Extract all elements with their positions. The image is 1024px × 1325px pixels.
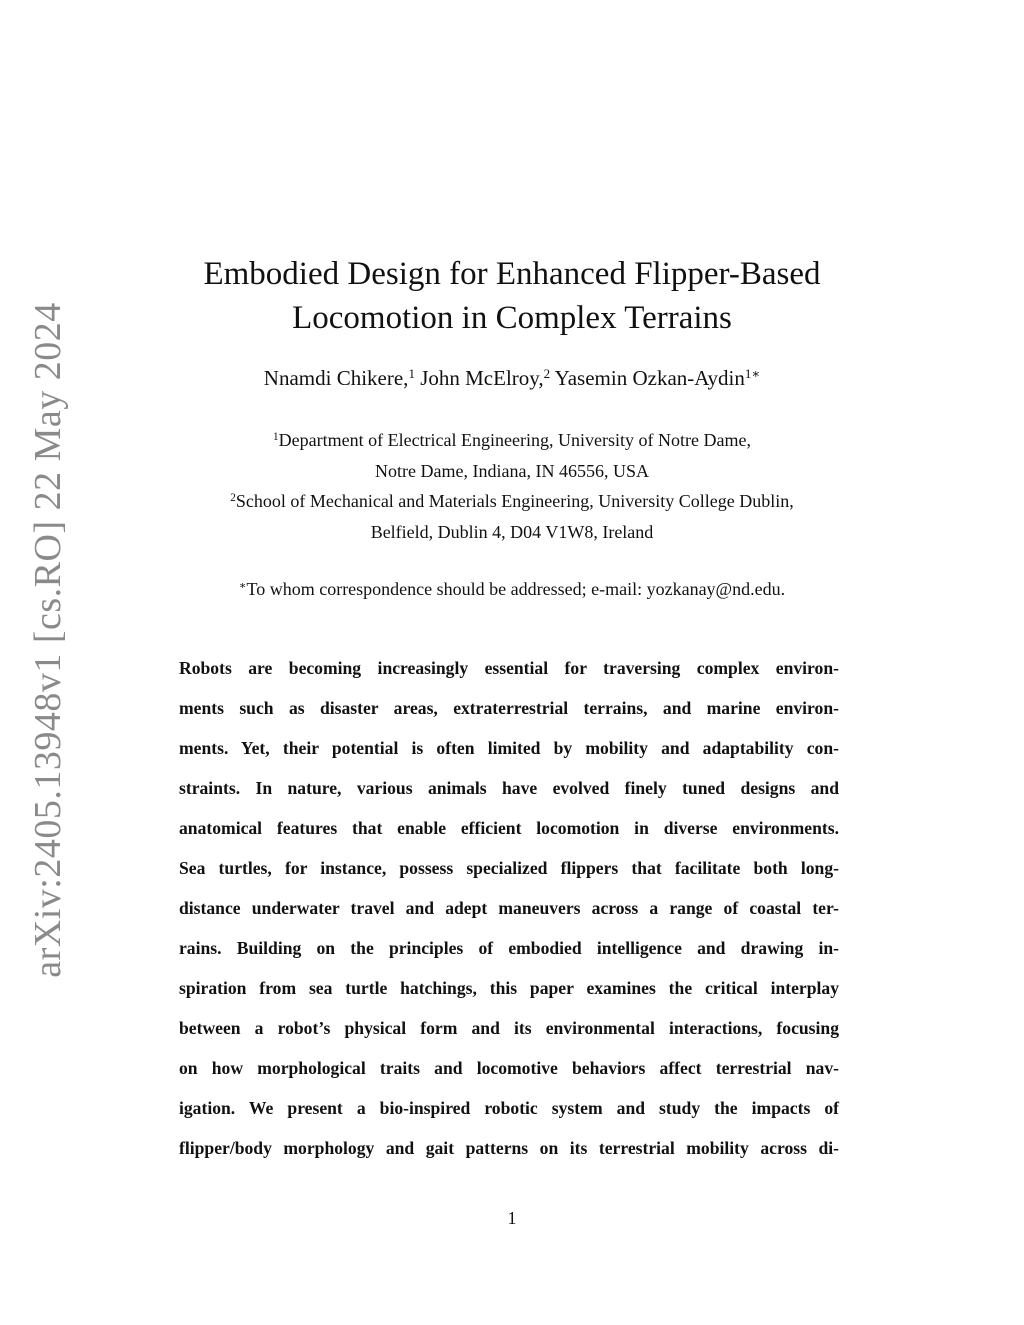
- correspondence-text: To whom correspondence should be addressed; e-mail: yozkanay@nd.edu.: [246, 579, 786, 599]
- abstract-line: flipper/body morphology and gait patterns on its terrestrial mobility across di-: [179, 1138, 839, 1158]
- abstract-line: ments. Yet, their potential is often limited by mobility and adaptability con-: [179, 738, 839, 758]
- abstract-line: spiration from sea turtle hatchings, this paper examines the critical interplay: [179, 978, 839, 998]
- affiliation-line: [0, 425, 1024, 456]
- author-name: John McElroy,: [420, 366, 544, 390]
- affiliation-text: School of Mechanical and Materials Engineering, University College Dublin,: [235, 491, 794, 511]
- abstract-line: between a robot’s physical form and its environmental interactions, focusing: [179, 1018, 839, 1038]
- abstract: [179, 648, 839, 1168]
- correspondence-note: [0, 575, 1024, 603]
- abstract-line: anatomical features that enable efficient locomotion in diverse environments.: [179, 818, 839, 838]
- abstract-line: igation. We present a bio-inspired robotic system and study the impacts of: [179, 1098, 839, 1118]
- author-name: Yasemin Ozkan-Aydin: [554, 366, 745, 390]
- affiliation-line: Belfield, Dublin 4, D04 V1W8, Ireland: [370, 521, 654, 542]
- affiliation-line: [0, 486, 1024, 517]
- affiliation-line: Notre Dame, Indiana, IN 46556, USA: [375, 460, 649, 481]
- title-line: Locomotion in Complex Terrains: [292, 300, 732, 336]
- abstract-line: on how morphological traits and locomotive behaviors affect terrestrial nav-: [179, 1058, 839, 1078]
- correspondence-mark: ∗: [238, 579, 247, 592]
- arxiv-identifier: arXiv:2405.13948v1 [cs.RO] 22 May 2024: [27, 302, 69, 978]
- affiliation-text: Department of Electrical Engineering, University of Notre Dame,: [278, 430, 751, 450]
- affiliations: [0, 425, 1024, 547]
- abstract-line: straints. In nature, various animals have evolved finely tuned designs and: [179, 778, 839, 798]
- author-affiliation-mark: 2: [543, 365, 551, 381]
- author-list: [0, 364, 1024, 392]
- abstract-line: ments such as disaster areas, extraterrestrial terrains, and marine environ-: [179, 698, 839, 718]
- author-name: Nnamdi Chikere,: [263, 366, 409, 390]
- author-affiliation-mark: 1∗: [744, 365, 761, 381]
- title-line: Embodied Design for Enhanced Flipper-Based: [203, 256, 821, 292]
- page-number: 1: [507, 1208, 517, 1228]
- affiliation-mark: 1: [273, 430, 279, 443]
- abstract-line: Sea turtles, for instance, possess specialized flippers that facilitate both long-: [179, 858, 839, 878]
- paper-title: [0, 252, 1024, 340]
- abstract-line: distance underwater travel and adept maneuvers across a range of coastal ter-: [179, 898, 839, 918]
- abstract-line: rains. Building on the principles of embodied intelligence and drawing in-: [179, 938, 839, 958]
- abstract-line: Robots are becoming increasingly essential for traversing complex environ-: [179, 658, 839, 678]
- affiliation-mark: 2: [230, 491, 236, 504]
- author-affiliation-mark: 1: [408, 365, 415, 381]
